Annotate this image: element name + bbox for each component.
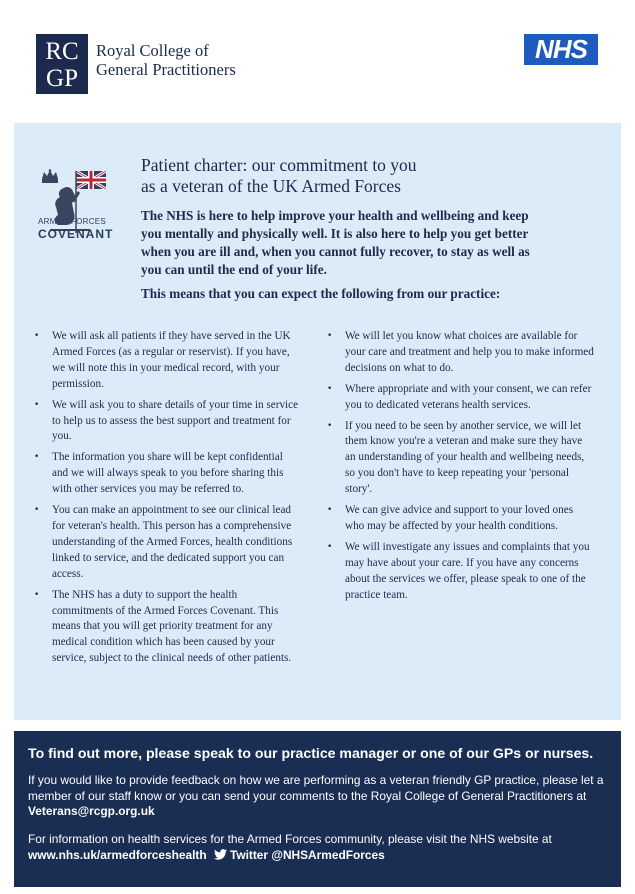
list-item — [34, 398, 300, 446]
page-title — [141, 155, 561, 197]
nhs-logo: NHS — [524, 34, 598, 65]
rcgp-name-line2: General Practitioners — [96, 60, 236, 79]
list-item — [34, 503, 300, 583]
list-item-text: We will ask all patients if they have served in the UK Armed Forces (as a regular or reservist). If you have, we will note this in your medical record, with your permission. — [52, 330, 291, 390]
covenant-line2: COVENANT — [38, 227, 114, 241]
armed-forces-covenant-icon — [36, 146, 112, 258]
bullet-icon: • — [327, 331, 333, 341]
expectation-heading: This means that you can expect the following from our practice: — [141, 286, 501, 301]
list-item — [327, 503, 595, 535]
list-item-text: We will let you know what choices are available for your care and treatment and help you to make informed decisions on what to do. — [345, 330, 594, 374]
nhs-website-link[interactable]: www.nhs.uk/armedforceshealth — [28, 847, 207, 862]
list-item — [34, 450, 300, 498]
info-paragraph — [28, 832, 613, 863]
bullet-icon: • — [34, 452, 40, 463]
feedback-paragraph — [28, 773, 613, 820]
rcgp-name — [96, 41, 236, 79]
bullet-icon: • — [327, 541, 333, 552]
list-item — [327, 329, 595, 377]
covenant-line1: ARMED FORCES — [38, 217, 107, 226]
twitter-handle-link[interactable]: Twitter @NHSArmedForces — [229, 847, 385, 862]
info-text: For information on health services for the Armed Forces community, please visit the NHS website at — [28, 832, 552, 846]
feedback-text: If you would like to provide feedback on how we are performing as a veteran friendly GP practice, please let a member of our staff know or you can send your comments to the Royal College of General Practitioners at — [28, 773, 604, 803]
commitments-list-left — [34, 329, 300, 672]
feedback-email-link[interactable]: Veterans@rcgp.org.uk — [28, 804, 155, 818]
bullet-icon: • — [327, 383, 333, 394]
list-item-text: We will ask you to share details of your time in service to help us to assess the best support and treatment for you. — [52, 398, 299, 443]
list-item-text: Where appropriate and with your consent, we can refer you to dedicated veterans health services. — [345, 382, 592, 411]
list-item-text: The information you share will be kept confidential and we will always speak to you before sharing this with other services you may be referred to. — [52, 451, 284, 496]
list-item-text: We can give advice and support to your loved ones who may be affected by your health conditions. — [345, 504, 574, 532]
list-item — [34, 329, 300, 393]
header — [0, 0, 635, 123]
footer — [14, 731, 621, 887]
title-line2: as a veteran of the UK Armed Forces — [141, 176, 401, 196]
list-item — [327, 540, 595, 604]
footer-heading: To find out more, please speak to our practice manager or one of our GPs or nurses. — [28, 745, 594, 761]
bullet-icon: • — [34, 399, 40, 410]
list-item — [327, 382, 595, 414]
title-line1: Patient charter: our commitment to you — [141, 155, 417, 175]
twitter-icon — [214, 849, 227, 860]
rcgp-logo-line1: RC — [45, 38, 79, 65]
bullet-icon: • — [327, 505, 333, 516]
intro-paragraph: The NHS is here to help improve your health and wellbeing and keep you mentally and physically well. It is also here to help you get better when you are ill and, when you cannot fully recover, to stay as well as you can until the end of your life. — [141, 208, 530, 277]
rcgp-logo-line2: GP — [46, 65, 78, 92]
bullet-icon: • — [34, 589, 40, 600]
list-item-text: The NHS has a duty to support the health commitments of the Armed Forces Covenant. This means that you will get priority treatment for any medical condition which has been caused by your service, subject to the clinical needs of other patients. — [52, 588, 292, 665]
list-item-text: You can make an appointment to see our clinical lead for veteran's health. This person has a comprehensive understanding of the Armed Forces, health conditions linked to service, and the dedicated support you can access. — [52, 504, 293, 580]
bullet-icon: • — [34, 505, 40, 516]
rcgp-logo — [36, 34, 88, 94]
commitments-list-right — [327, 329, 595, 609]
bullet-icon: • — [34, 331, 40, 341]
bullet-icon: • — [327, 420, 333, 431]
list-item — [34, 588, 300, 668]
list-item-text: If you need to be seen by another service, we will let them know you're a veteran and make sure they have an understanding of your health and wellbeing needs, so you don't have to keep repeating your 'personal story'. — [345, 419, 585, 496]
rcgp-name-line1: Royal College of — [96, 41, 209, 60]
list-item-text: We will investigate any issues and complaints that you may have about your care. If you have any concerns about the services we offer, please speak to one of the practice team. — [345, 540, 590, 601]
list-item — [327, 419, 595, 499]
